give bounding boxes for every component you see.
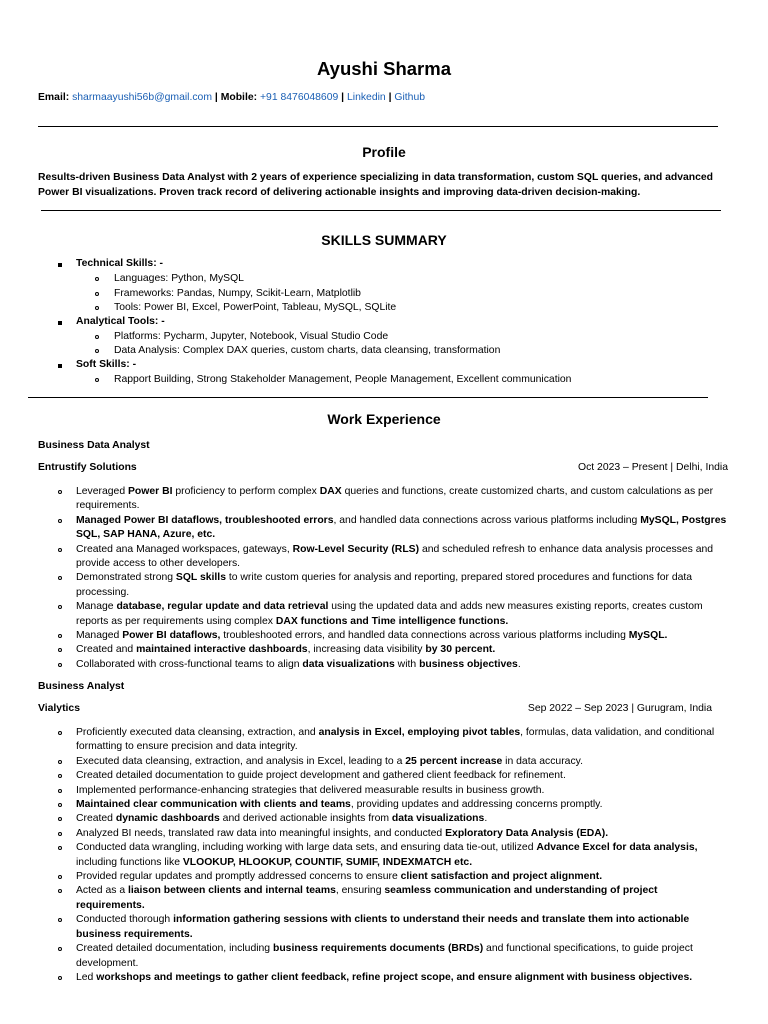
bullet-text: and functional specifications, to guide project development. xyxy=(76,943,693,969)
bullet-item xyxy=(0,798,768,812)
bullet-text-bold: DAX functions and Time intelligence functions. xyxy=(275,615,509,627)
candidate-name: Ayushi Sharma xyxy=(317,58,451,79)
bullet-text: Led xyxy=(76,971,97,983)
circle-bullet-icon xyxy=(58,817,62,821)
square-bullet-icon xyxy=(58,321,62,325)
bullet-item xyxy=(0,726,768,755)
bullet-text: Created detailed documentation to guide project development and gathered client feedback for refinement. xyxy=(76,770,566,782)
circle-bullet-icon xyxy=(58,605,62,609)
profile-summary: Results-driven Business Data Analyst with 2 years of experience specializing in data transformation, custom SQL queries, and advanced Power BI visualizations. Proven track record of delivering actionable insights and improving data-driven decision-making. xyxy=(38,172,714,198)
bullet-item xyxy=(0,755,768,769)
bullet-item xyxy=(0,812,768,826)
bullet-text-bold: liaison between clients and internal teams xyxy=(127,885,336,897)
separator: | xyxy=(341,92,345,103)
bullet-text: Provided regular updates and promptly addressed concerns to ensure xyxy=(76,871,401,883)
square-bullet-icon xyxy=(58,263,62,267)
skill-category-technical: Technical Skills: - xyxy=(76,258,164,269)
bullet-item xyxy=(0,913,768,942)
bullet-text-bold: 25 percent increase xyxy=(405,755,503,767)
github-link[interactable]: Github xyxy=(394,92,426,103)
bullet-text-bold: seamless communication and understanding of project requirements. xyxy=(76,885,658,911)
bullet-text-bold: business objectives xyxy=(419,658,518,670)
job-title: Business Data Analyst xyxy=(38,440,150,451)
bullet-text: . xyxy=(484,813,488,825)
bullet-item xyxy=(0,514,768,543)
circle-bullet-icon xyxy=(95,349,99,353)
contact-line xyxy=(38,92,425,103)
circle-bullet-icon xyxy=(58,648,62,652)
bullet-text-bold: data visualizations xyxy=(302,658,395,670)
bullet-text-bold: SQL skills xyxy=(175,572,226,584)
bullet-text: Leveraged xyxy=(76,486,128,497)
bullet-text: , increasing data visibility xyxy=(307,644,426,656)
divider xyxy=(41,210,721,211)
circle-bullet-icon xyxy=(58,875,62,879)
circle-bullet-icon xyxy=(58,634,62,638)
work-heading: Work Experience xyxy=(327,411,441,427)
bullet-item xyxy=(0,485,768,514)
bullet-text-bold: Managed Power BI dataflows, troubleshooted errors xyxy=(76,514,334,526)
bullet-text-bold: analysis in Excel, employing pivot tables xyxy=(318,727,521,738)
bullet-text: Executed data cleansing, extraction, and analysis in Excel, leading to a xyxy=(76,755,406,767)
bullet-text-bold: workshops and meetings to gather client feedback, refine project scope, and ensure alignment with business objectives. xyxy=(96,971,693,983)
bullet-text-bold: DAX xyxy=(319,486,342,497)
bullet-text-bold: VLOOKUP, HLOOKUP, COUNTIF, SUMIF, INDEXMATCH etc. xyxy=(182,856,473,868)
bullet-item xyxy=(0,629,768,643)
bullet-item xyxy=(0,884,768,913)
bullet-text-bold: Exploratory Data Analysis (EDA). xyxy=(445,827,609,839)
bullet-text: with xyxy=(394,658,420,670)
circle-bullet-icon xyxy=(58,490,62,494)
bullet-text: Conducted thorough xyxy=(76,914,174,926)
job-dates-location: Sep 2022 – Sep 2023 | Gurugram, India xyxy=(527,703,712,714)
bullet-text: , providing updates and addressing concerns promptly. xyxy=(350,799,603,811)
bullet-text: and derived actionable insights from xyxy=(219,813,392,825)
bullet-text: queries and functions, create customized charts, and custom calculations as per requirements. xyxy=(76,486,714,512)
circle-bullet-icon xyxy=(58,663,62,667)
bullet-text: troubleshooted errors, and handled data connections across various platforms including xyxy=(220,630,629,642)
bullet-text-bold: data visualizations xyxy=(391,813,485,825)
circle-bullet-icon xyxy=(58,832,62,836)
mobile-link[interactable]: +91 8476048609 xyxy=(259,92,339,103)
separator: | xyxy=(388,92,392,103)
circle-bullet-icon xyxy=(95,292,99,296)
job-bullets-list xyxy=(0,726,768,985)
bullet-item xyxy=(0,971,768,985)
skill-item: Rapport Building, Strong Stakeholder Management, People Management, Excellent communication xyxy=(114,374,572,385)
bullet-text-bold: information gathering sessions with clients to understand their needs and translate them into actionable business requirements. xyxy=(76,914,690,940)
bullet-text-bold: Power BI dataflows, xyxy=(122,630,221,642)
bullet-text: Manage xyxy=(76,601,117,613)
company-name: Entrustify Solutions xyxy=(38,462,137,473)
bullet-text: Managed xyxy=(76,630,123,642)
circle-bullet-icon xyxy=(58,519,62,523)
bullet-text: Proficiently executed data cleansing, extraction, and xyxy=(76,727,319,738)
divider xyxy=(38,126,718,127)
bullet-text: Created detailed documentation, including xyxy=(76,943,273,955)
bullet-item xyxy=(0,942,768,971)
bullet-text: including functions like xyxy=(76,856,183,868)
circle-bullet-icon xyxy=(58,731,62,735)
circle-bullet-icon xyxy=(58,918,62,922)
bullet-text-bold: Maintained clear communication with clients and teams xyxy=(76,799,351,811)
bullet-text-bold: by 30 percent. xyxy=(425,644,496,656)
bullet-item xyxy=(0,658,768,672)
bullet-item xyxy=(0,643,768,657)
bullet-text-bold: MySQL, Postgres SQL, SAP HANA, Azure, etc. xyxy=(76,514,727,541)
circle-bullet-icon xyxy=(58,760,62,764)
circle-bullet-icon xyxy=(95,335,99,339)
bullet-text: to write custom queries for analysis and reporting, prepared stored procedures and functions for data processing. xyxy=(76,572,693,598)
bullet-text-bold: Row-Level Security (RLS) xyxy=(292,543,420,555)
bullet-text: Created ana Managed workspaces, gateways, xyxy=(76,543,293,555)
skill-category-soft: Soft Skills: - xyxy=(76,359,137,370)
bullet-text: Acted as a xyxy=(76,885,128,897)
circle-bullet-icon xyxy=(58,774,62,778)
circle-bullet-icon xyxy=(58,803,62,807)
skill-item: Data Analysis: Complex DAX queries, custom charts, data cleansing, transformation xyxy=(114,345,501,356)
circle-bullet-icon xyxy=(58,976,62,980)
bullet-text: . xyxy=(517,658,521,670)
circle-bullet-icon xyxy=(58,889,62,893)
skill-item: Frameworks: Pandas, Numpy, Scikit-Learn, Matplotlib xyxy=(114,288,361,299)
skill-item: Platforms: Pycharm, Jupyter, Notebook, Visual Studio Code xyxy=(114,331,389,342)
bullet-text: Demonstrated strong xyxy=(76,572,176,584)
bullet-text: proficiency to perform complex xyxy=(172,486,320,497)
bullet-item xyxy=(0,784,768,798)
bullet-text: in data accuracy. xyxy=(502,755,583,767)
skill-category-analytical: Analytical Tools: - xyxy=(76,316,165,327)
bullet-text-bold: Advance Excel for data analysis, xyxy=(536,842,698,854)
circle-bullet-icon xyxy=(58,576,62,580)
bullet-text-bold: MySQL. xyxy=(628,630,668,642)
separator: | xyxy=(214,92,218,103)
profile-heading: Profile xyxy=(362,144,406,160)
bullet-text: Created and xyxy=(76,644,137,656)
square-bullet-icon xyxy=(58,364,62,368)
skills-heading: SKILLS SUMMARY xyxy=(321,232,447,248)
bullet-text-bold: client satisfaction and project alignment. xyxy=(400,871,603,883)
circle-bullet-icon xyxy=(58,789,62,793)
bullet-item xyxy=(0,841,768,870)
bullet-item xyxy=(0,543,768,572)
bullet-item xyxy=(0,870,768,884)
bullet-text: and scheduled refresh to enhance data analysis processes and provide access to other developers. xyxy=(76,543,714,570)
bullet-text: using the updated data and adds new measures existing reports, creates custom reports as per requirements using complex xyxy=(76,601,703,627)
skill-item: Languages: Python, MySQL xyxy=(114,273,244,284)
job-title: Business Analyst xyxy=(38,681,125,692)
bullet-text: , ensuring xyxy=(335,885,385,897)
bullet-item xyxy=(0,827,768,841)
job-bullets-list xyxy=(0,485,768,672)
bullet-item xyxy=(0,600,768,629)
company-name: Vialytics xyxy=(38,703,80,714)
email-link[interactable]: sharmaayushi56b@gmail.com xyxy=(72,92,212,103)
bullet-text-bold: business requirements documents (BRDs) xyxy=(272,943,484,955)
circle-bullet-icon xyxy=(95,277,99,281)
bullet-text-bold: dynamic dashboards xyxy=(115,813,220,825)
mobile-label: Mobile: xyxy=(220,92,258,103)
divider xyxy=(28,397,708,398)
email-label: Email: xyxy=(38,92,70,103)
skill-item: Tools: Power BI, Excel, PowerPoint, Tableau, MySQL, SQLite xyxy=(114,302,397,313)
bullet-text: , and handled data connections across various platforms including xyxy=(333,514,641,526)
bullet-text: Implemented performance-enhancing strategies that delivered measurable results in business growth. xyxy=(76,784,545,796)
circle-bullet-icon xyxy=(58,947,62,951)
bullet-text: Analyzed BI needs, translated raw data into meaningful insights, and conducted xyxy=(76,827,446,839)
bullet-text: Created xyxy=(76,813,116,825)
bullet-item xyxy=(0,769,768,783)
circle-bullet-icon xyxy=(95,378,99,382)
job-dates-location: Oct 2023 – Present | Delhi, India xyxy=(578,462,728,473)
circle-bullet-icon xyxy=(95,306,99,310)
bullet-text: Collaborated with cross-functional teams to align xyxy=(76,658,303,670)
bullet-text: Conducted data wrangling, including working with large data sets, and ensuring data tie-out, utilized xyxy=(76,842,537,854)
circle-bullet-icon xyxy=(58,548,62,552)
linkedin-link[interactable]: Linkedin xyxy=(346,92,386,103)
circle-bullet-icon xyxy=(58,846,62,850)
bullet-text: , formulas, data validation, and conditional formatting to ensure precision and data integrity. xyxy=(76,727,715,753)
bullet-text-bold: Power BI xyxy=(128,486,173,497)
bullet-text-bold: maintained interactive dashboards xyxy=(136,644,308,656)
bullet-item xyxy=(0,571,768,600)
bullet-text-bold: database, regular update and data retrieval xyxy=(116,601,329,613)
